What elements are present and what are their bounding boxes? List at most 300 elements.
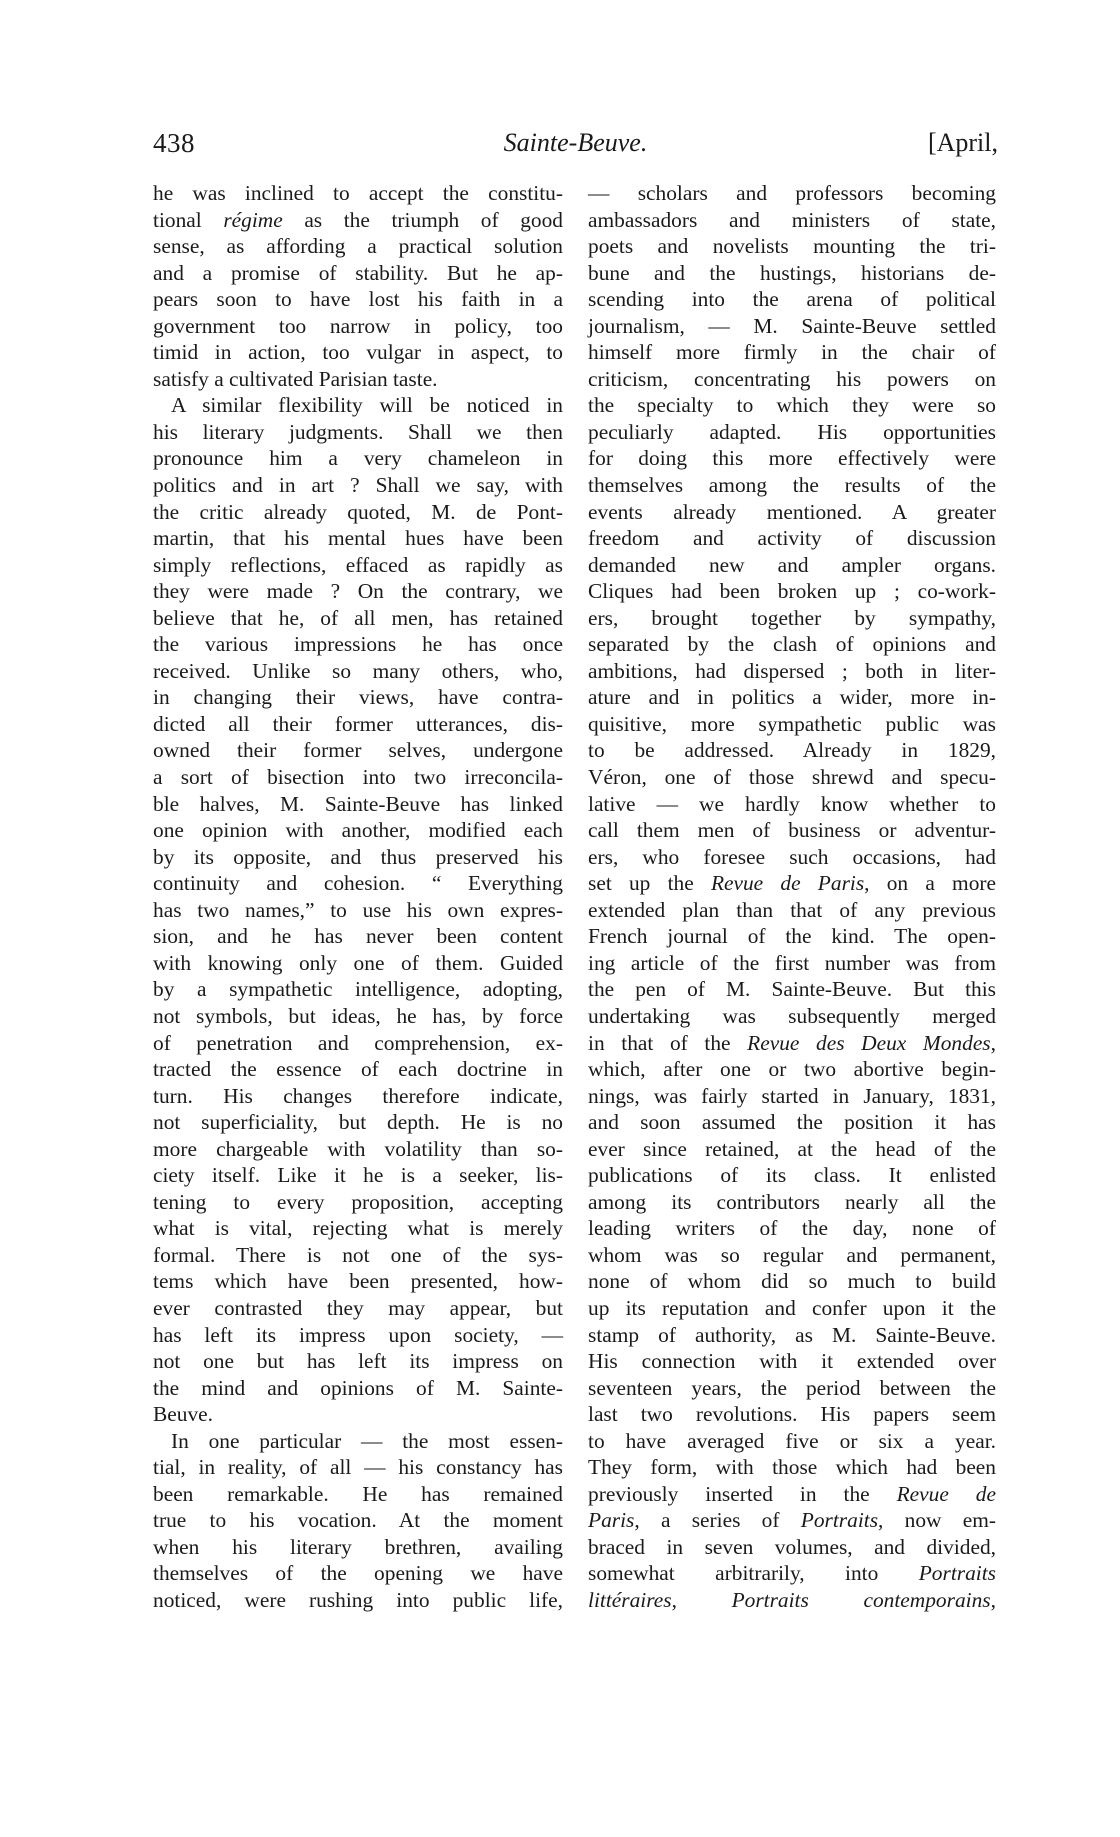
text-line-content	[588, 1587, 996, 1614]
text-run: call them men of business or adventur-	[588, 818, 996, 843]
text-line	[588, 472, 996, 499]
text-line-content	[153, 578, 563, 605]
text-line-content	[588, 578, 996, 605]
text-line-content	[588, 1242, 996, 1269]
text-line-content	[153, 1215, 563, 1242]
text-line	[588, 180, 996, 207]
text-line-content	[153, 631, 563, 658]
text-line-content	[588, 499, 996, 526]
text-run: noticed, were rushing into public life,	[153, 1587, 563, 1612]
text-line	[588, 1560, 996, 1587]
text-line	[588, 260, 996, 287]
text-line-content	[588, 472, 996, 499]
text-run: leading writers of the day, none of	[588, 1216, 996, 1241]
text-run: — scholars and professors becoming	[588, 181, 996, 205]
text-line-content	[588, 1375, 996, 1402]
text-run: one opinion with another, modified each	[153, 818, 563, 843]
text-run: none of whom did so much to build	[588, 1269, 996, 1294]
text-line-content	[588, 950, 996, 977]
text-line	[153, 658, 563, 685]
text-line	[588, 764, 996, 791]
text-run: somewhat arbitrarily, into	[588, 1561, 919, 1586]
text-line-content	[588, 1507, 996, 1534]
text-line	[153, 499, 563, 526]
text-line	[153, 1136, 563, 1163]
text-line	[588, 313, 996, 340]
text-line-content	[588, 552, 996, 579]
text-run: His connection with it extended over	[588, 1349, 996, 1374]
text-line-content	[153, 1507, 563, 1534]
text-line-content	[153, 339, 563, 366]
italic-text: littéraires	[588, 1587, 672, 1612]
text-line	[153, 1348, 563, 1375]
text-line	[588, 1030, 996, 1057]
text-run: the critic already quoted, M. de Pont-	[153, 499, 563, 524]
text-line	[588, 1401, 996, 1428]
text-line-content	[588, 1109, 996, 1136]
text-run: sion, and he has never been content	[153, 924, 563, 949]
text-line	[153, 870, 563, 897]
text-line-content	[153, 1136, 563, 1163]
text-line-content	[153, 897, 563, 924]
text-run: tional	[153, 207, 224, 232]
text-line	[588, 1534, 996, 1561]
italic-text: Revue de	[896, 1481, 996, 1506]
text-run: he was inclined to accept the constitu-	[153, 181, 563, 205]
text-run: peculiarly adapted. His opportunities	[588, 419, 996, 444]
text-line-content	[588, 419, 996, 446]
text-line	[588, 1295, 996, 1322]
text-line-content	[153, 791, 563, 818]
text-run: lative — we hardly know whether to	[588, 791, 996, 816]
text-line-content	[153, 445, 563, 472]
text-line-content	[588, 870, 996, 897]
text-line	[153, 764, 563, 791]
text-line	[588, 1189, 996, 1216]
text-line	[153, 207, 563, 234]
text-line	[153, 445, 563, 472]
italic-text: Paris	[588, 1508, 635, 1533]
italic-text: contemporains	[863, 1587, 991, 1612]
text-line-content	[588, 1534, 996, 1561]
text-line-content	[153, 180, 563, 207]
text-run: ever contrasted they may appear, but	[153, 1295, 563, 1320]
text-line-content	[588, 897, 996, 924]
text-run: ciety itself. Like it he is a seeker, lis-	[153, 1163, 563, 1188]
text-line	[153, 950, 563, 977]
text-run: received. Unlike so many others, who,	[153, 658, 563, 683]
text-line	[588, 392, 996, 419]
text-run: of penetration and comprehension, ex-	[153, 1030, 563, 1055]
text-line-content	[588, 1401, 996, 1428]
text-run: not one but has left its impress on	[153, 1349, 563, 1374]
text-line-content	[153, 525, 563, 552]
text-line	[153, 684, 563, 711]
text-line	[588, 1268, 996, 1295]
text-line	[153, 1242, 563, 1269]
text-line	[153, 286, 563, 313]
text-run: poets and novelists mounting the tri-	[588, 234, 996, 259]
text-line-content	[588, 1030, 996, 1057]
text-line	[588, 817, 996, 844]
text-run: ,	[990, 1030, 996, 1055]
text-line	[153, 180, 563, 207]
text-line	[588, 339, 996, 366]
text-line	[153, 923, 563, 950]
text-line-content	[588, 1136, 996, 1163]
text-run: the mind and opinions of M. Sainte-	[153, 1375, 563, 1400]
text-run: the pen of M. Sainte-Beuve. But this	[588, 977, 996, 1002]
text-line	[153, 366, 563, 393]
text-line	[588, 605, 996, 632]
text-line	[153, 1454, 563, 1481]
text-run: They form, with those which had been	[588, 1455, 996, 1480]
text-line	[588, 923, 996, 950]
text-line	[588, 207, 996, 234]
text-line	[153, 419, 563, 446]
text-line	[588, 950, 996, 977]
text-run: Cliques had been broken up ; co-work-	[588, 579, 996, 604]
text-run: ers, brought together by sympathy,	[588, 605, 996, 630]
text-line	[588, 1481, 996, 1508]
text-run: journalism, — M. Sainte-Beuve settled	[588, 313, 996, 338]
text-run: sense, as affording a practical solution	[153, 234, 563, 259]
text-line-content	[171, 1428, 563, 1455]
text-line-content	[153, 260, 563, 287]
text-line-content	[588, 684, 996, 711]
text-line-content	[153, 366, 563, 393]
text-run: events already mentioned. A greater	[588, 499, 996, 524]
text-line-content	[153, 1560, 563, 1587]
text-line	[588, 1003, 996, 1030]
text-line	[588, 684, 996, 711]
text-line-content	[153, 844, 563, 871]
text-run: up its reputation and confer upon it the	[588, 1295, 996, 1320]
text-line	[153, 1003, 563, 1030]
text-line	[153, 1083, 563, 1110]
text-line-content	[153, 684, 563, 711]
text-line-content	[588, 286, 996, 313]
text-run: Véron, one of those shrewd and specu-	[588, 765, 996, 790]
text-line	[588, 286, 996, 313]
text-run: owned their former selves, undergone	[153, 738, 563, 763]
text-line	[588, 658, 996, 685]
text-line-content	[588, 1083, 996, 1110]
text-line-content	[588, 737, 996, 764]
text-line-content	[588, 711, 996, 738]
text-line-content	[588, 445, 996, 472]
text-run: martin, that his mental hues have been	[153, 526, 563, 551]
text-run: Beuve.	[153, 1402, 213, 1427]
text-line-content	[153, 1242, 563, 1269]
text-line-content	[153, 605, 563, 632]
text-run: what is vital, rejecting what is merely	[153, 1216, 563, 1241]
text-line	[153, 1481, 563, 1508]
text-line-content	[153, 1534, 563, 1561]
text-line-content	[588, 658, 996, 685]
text-run: bune and the hustings, historians de-	[588, 260, 996, 285]
text-run: government too narrow in policy, too	[153, 313, 563, 338]
text-line-content	[588, 313, 996, 340]
text-line	[153, 1189, 563, 1216]
text-line-content	[588, 1454, 996, 1481]
text-line	[153, 817, 563, 844]
text-run: been remarkable. He has remained	[153, 1481, 563, 1506]
text-run: has two names,” to use his own expres-	[153, 897, 563, 922]
text-line	[153, 791, 563, 818]
text-line-content	[588, 1268, 996, 1295]
text-run: to be addressed. Already in 1829,	[588, 738, 996, 763]
text-line-content	[588, 923, 996, 950]
text-line-content	[153, 1056, 563, 1083]
text-run: pronounce him a very chameleon in	[153, 446, 563, 471]
text-line	[153, 1507, 563, 1534]
text-line	[588, 366, 996, 393]
text-line-content	[153, 817, 563, 844]
text-line-content	[588, 260, 996, 287]
text-run	[809, 1588, 864, 1612]
text-run: continuity and cohesion. “ Everything	[153, 871, 563, 896]
text-run: which, after one or two abortive begin-	[588, 1057, 996, 1082]
text-run: more chargeable with volatility than so-	[153, 1136, 563, 1161]
text-line	[153, 1401, 563, 1428]
text-line	[153, 260, 563, 287]
text-line	[153, 737, 563, 764]
text-line-content	[153, 658, 563, 685]
text-line	[588, 1083, 996, 1110]
text-line-content	[588, 1056, 996, 1083]
text-line	[153, 1162, 563, 1189]
text-line	[153, 1428, 563, 1455]
text-line	[153, 313, 563, 340]
text-line-content	[588, 392, 996, 419]
text-line-content	[153, 1348, 563, 1375]
text-line-content	[588, 1162, 996, 1189]
text-run: previously inserted in the	[588, 1481, 897, 1506]
text-line	[153, 711, 563, 738]
text-line	[153, 1109, 563, 1136]
text-run: ever since retained, at the head of the	[588, 1136, 996, 1161]
text-line-content	[153, 286, 563, 313]
text-line	[588, 976, 996, 1003]
text-line	[588, 1348, 996, 1375]
text-run: not symbols, but ideas, he has, by force	[153, 1003, 563, 1028]
text-line-content	[153, 313, 563, 340]
text-run: French journal of the kind. The open-	[588, 924, 996, 949]
text-line-content	[588, 1348, 996, 1375]
text-line-content	[588, 1215, 996, 1242]
text-line	[153, 897, 563, 924]
text-run: braced in seven volumes, and divided,	[588, 1534, 996, 1559]
text-run: with knowing only one of them. Guided	[153, 950, 563, 975]
text-line	[153, 976, 563, 1003]
text-run: , a series of	[634, 1508, 801, 1533]
text-run: and a promise of stability. But he ap-	[153, 260, 563, 285]
text-line-content	[153, 1322, 563, 1349]
text-line	[153, 844, 563, 871]
text-line-content	[588, 976, 996, 1003]
text-line-content	[153, 737, 563, 764]
text-line-content	[153, 419, 563, 446]
text-run: A similar flexibility will be noticed in	[171, 393, 563, 418]
text-line	[588, 233, 996, 260]
italic-text: Portraits	[800, 1508, 879, 1533]
text-run: ble halves, M. Sainte-Beuve has linked	[153, 791, 563, 816]
text-line-content	[153, 1481, 563, 1508]
text-line-content	[153, 499, 563, 526]
italic-text: Revue de Paris	[710, 871, 865, 896]
text-run: himself more firmly in the chair of	[588, 340, 996, 365]
text-run: they were made ? On the contrary, we	[153, 579, 563, 604]
text-line-content	[153, 1083, 563, 1110]
text-run: the specialty to which they were so	[588, 393, 996, 418]
text-line-content	[588, 525, 996, 552]
text-line-content	[153, 1003, 563, 1030]
text-run: publications of its class. It enlisted	[588, 1163, 996, 1188]
text-line-content	[588, 791, 996, 818]
text-line	[588, 1322, 996, 1349]
text-run: separated by the clash of opinions and	[588, 632, 996, 657]
text-run: has left its impress upon society, —	[153, 1322, 563, 1347]
text-line	[153, 1587, 563, 1614]
text-line-content	[588, 1003, 996, 1030]
text-line	[588, 791, 996, 818]
text-column-right	[588, 180, 996, 1614]
italic-text: Portraits	[918, 1561, 996, 1586]
text-line-content	[153, 764, 563, 791]
text-run: his literary judgments. Shall we then	[153, 419, 563, 444]
text-line	[153, 1215, 563, 1242]
text-run: nings, was fairly started in January, 1831,	[588, 1083, 996, 1108]
text-line-content	[588, 1322, 996, 1349]
text-run: as the triumph of good	[282, 207, 563, 232]
text-line	[588, 419, 996, 446]
text-line-content	[153, 1030, 563, 1057]
text-run: pears soon to have lost his faith in a	[153, 287, 563, 312]
text-run: to have averaged five or six a year.	[588, 1428, 996, 1453]
text-line-content	[588, 631, 996, 658]
text-run: extended plan than that of any previous	[588, 897, 996, 922]
text-run: last two revolutions. His papers seem	[588, 1402, 996, 1427]
text-line	[588, 1242, 996, 1269]
text-run: ature and in politics a wider, more in-	[588, 685, 996, 710]
text-line	[153, 1534, 563, 1561]
text-line-content	[588, 844, 996, 871]
text-line	[588, 1109, 996, 1136]
text-run: stamp of authority, as M. Sainte-Beuve.	[588, 1322, 996, 1347]
text-line	[153, 233, 563, 260]
text-run: freedom and activity of discussion	[588, 526, 996, 551]
text-line-content	[153, 870, 563, 897]
text-line-content	[153, 950, 563, 977]
text-line	[588, 844, 996, 871]
text-run: tems which have been presented, how-	[153, 1269, 563, 1294]
text-line-content	[588, 764, 996, 791]
text-line	[153, 578, 563, 605]
text-run: In one particular — the most essen-	[171, 1428, 563, 1453]
text-line	[153, 631, 563, 658]
text-run: ambitions, had dispersed ; both in liter-	[588, 658, 996, 683]
text-run: ,	[671, 1587, 732, 1612]
text-line	[588, 1375, 996, 1402]
text-line	[153, 605, 563, 632]
text-line	[588, 1215, 996, 1242]
text-run: , on a more	[864, 871, 997, 896]
text-line	[588, 1428, 996, 1455]
italic-text: régime	[223, 207, 283, 232]
text-line	[153, 392, 563, 419]
text-line-content	[153, 976, 563, 1003]
text-line-content	[153, 1587, 563, 1614]
text-line	[153, 472, 563, 499]
text-line-content	[588, 605, 996, 632]
text-run: themselves among the results of the	[588, 473, 996, 498]
text-line	[588, 1056, 996, 1083]
text-line-content	[153, 233, 563, 260]
text-run: tracted the essence of each doctrine in	[153, 1057, 563, 1082]
text-line	[588, 870, 996, 897]
text-run: ing article of the first number was from	[588, 950, 996, 975]
text-line	[153, 552, 563, 579]
text-run: and soon assumed the position it has	[588, 1110, 996, 1135]
text-line-content	[153, 1268, 563, 1295]
text-line	[588, 1454, 996, 1481]
text-run: among its contributors nearly all the	[588, 1189, 996, 1214]
text-line	[153, 1295, 563, 1322]
text-line-content	[171, 392, 563, 419]
text-run: undertaking was subsequently merged	[588, 1003, 996, 1028]
text-line-content	[588, 817, 996, 844]
text-line-content	[153, 1189, 563, 1216]
text-line	[588, 1507, 996, 1534]
text-line	[153, 339, 563, 366]
text-run: the various impressions he has once	[153, 632, 563, 657]
text-line-content	[588, 1481, 996, 1508]
text-run: seventeen years, the period between the	[588, 1375, 996, 1400]
text-line	[588, 525, 996, 552]
text-run: ers, who foresee such occasions, had	[588, 844, 996, 869]
text-line-content	[588, 366, 996, 393]
text-line-content	[153, 1109, 563, 1136]
text-line	[153, 1322, 563, 1349]
text-run: in changing their views, have contra-	[153, 685, 563, 710]
text-run: simply reflections, effaced as rapidly as	[153, 552, 563, 577]
text-line-content	[588, 207, 996, 234]
text-line-content	[153, 472, 563, 499]
page-number: 438	[153, 128, 195, 158]
text-run: ,	[990, 1587, 996, 1612]
text-run: believe that he, of all men, has retained	[153, 605, 563, 630]
text-run: formal. There is not one of the sys-	[153, 1242, 563, 1267]
text-line-content	[153, 207, 563, 234]
text-run: by a sympathetic intelligence, adopting,	[153, 977, 563, 1002]
text-column-left	[153, 180, 563, 1614]
text-run: criticism, concentrating his powers on	[588, 366, 996, 391]
text-run: demanded new and ampler organs.	[588, 552, 996, 577]
text-run: tening to every proposition, accepting	[153, 1189, 563, 1214]
text-line	[588, 897, 996, 924]
text-run: timid in action, too vulgar in aspect, to	[153, 340, 563, 365]
text-line	[588, 737, 996, 764]
text-line	[153, 1056, 563, 1083]
text-run: whom was so regular and permanent,	[588, 1242, 996, 1267]
text-run: quisitive, more sympathetic public was	[588, 711, 996, 736]
italic-text: Revue des Deux Mondes	[747, 1030, 991, 1055]
text-line	[588, 552, 996, 579]
text-line-content	[588, 1295, 996, 1322]
text-run: when his literary brethren, availing	[153, 1534, 563, 1559]
text-run: for doing this more effectively were	[588, 446, 996, 471]
